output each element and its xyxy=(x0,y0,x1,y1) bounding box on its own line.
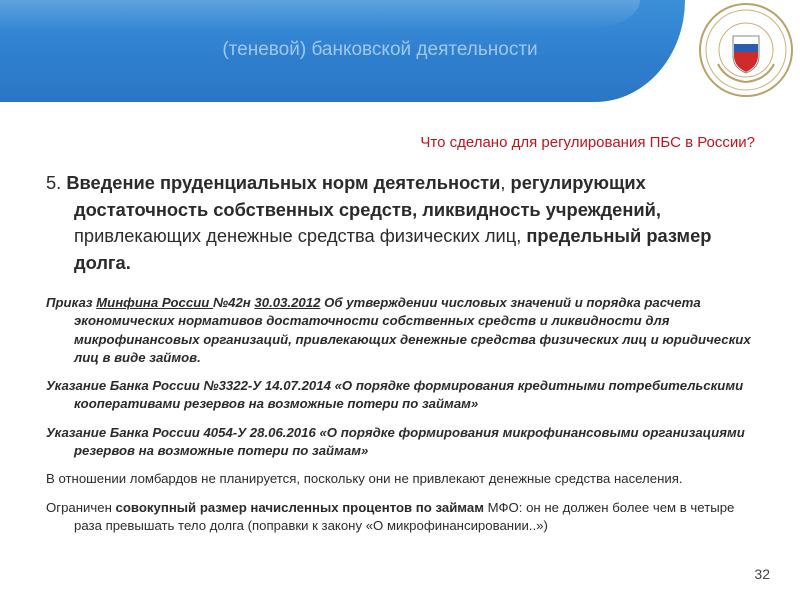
slide-header xyxy=(0,0,800,100)
slide-subtitle: Что сделано для регулирования ПБС в России? xyxy=(420,134,755,151)
lead-bold-2: регулирующих достаточность собственных средств, ликвидность учреждений, xyxy=(74,172,661,220)
order-date-link[interactable]: 30.03.2012 xyxy=(254,295,321,310)
slide-content xyxy=(46,170,764,545)
pawnshops-paragraph: В отношении ломбардов не планируется, поскольку они не привлекают денежные средства населения. xyxy=(46,471,683,487)
order-paragraph: Приказ Минфина России №42н 30.03.2012 Об утверждении числовых значений и порядка расчета экономических нормативов достаточности собственных средств и ликвидности для микрофинансовых организаций, привлекающих денежные средства физических лиц и юридических лиц в виде займов. xyxy=(46,295,751,365)
directive-4054-paragraph: Указание Банка России 4054-У 28.06.2016 «О порядке формирования микрофинансовыми организациями резервов на возможные потери по займам» xyxy=(46,424,745,459)
interest-limit-bold: совокупный размер начисленных процентов по займам xyxy=(115,499,484,515)
interest-limit-paragraph: Ограничен совокупный размер начисленных процентов по займам МФО: он не должен более чем в четыре раза превышать тело долга (поправки к закону «О микрофинансировании..») xyxy=(46,499,735,533)
ministry-link[interactable]: Минфина России xyxy=(96,295,213,310)
lead-bold-3: предельный размер долга. xyxy=(74,225,712,273)
lead-paragraph: 5. Введение пруденциальных норм деятельности, регулирующих достаточность собственных средств, ликвидность учреждений, привлекающих денежные средства физических лиц, предельный размер долга. xyxy=(46,172,712,273)
page-number: 32 xyxy=(754,566,770,582)
header-title: (теневой) банковской деятельности xyxy=(222,39,538,60)
university-seal-icon xyxy=(696,2,796,98)
lead-bold-1: Введение пруденциальных норм деятельности xyxy=(66,172,501,193)
directive-3322-paragraph: Указание Банка России №3322-У 14.07.2014 «О порядке формирования кредитными потребительскими кооперативами резервов на возможные потери по займам» xyxy=(46,378,744,412)
